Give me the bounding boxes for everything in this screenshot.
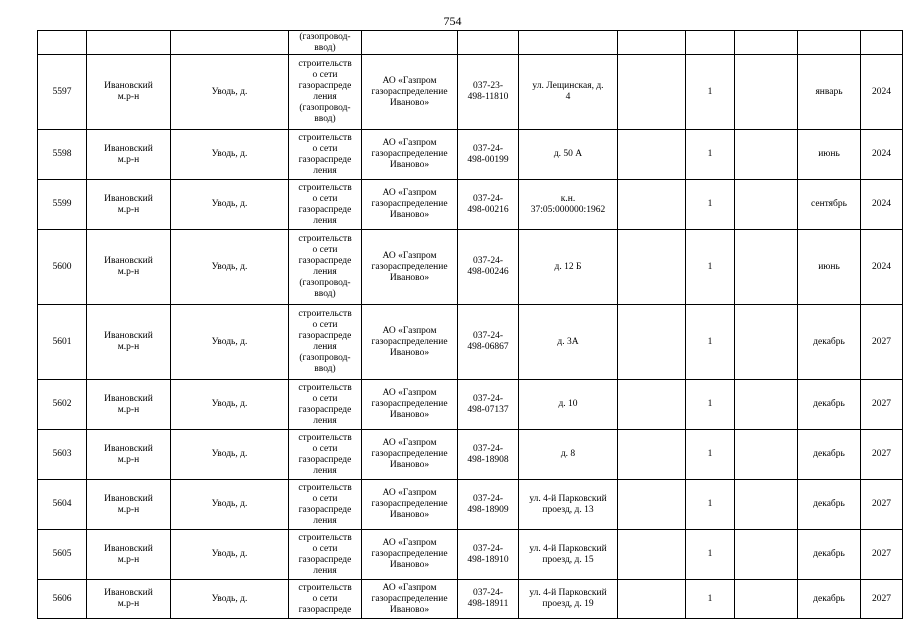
cell-work: строительств о сети газораспреде ления	[289, 380, 362, 430]
cell-settlement: Уводь, д.	[171, 430, 289, 480]
cell-code: 037-24- 498-18908	[458, 430, 519, 480]
cell-district: Ивановский м.р-н	[87, 305, 171, 380]
cell-address	[519, 31, 618, 55]
cell-org: АО «Газпром газораспределение Иваново»	[362, 130, 458, 180]
cell-empty	[618, 55, 686, 130]
table-row	[38, 530, 903, 580]
cell-qty	[686, 31, 735, 55]
table-row	[38, 580, 903, 619]
cell-empty	[735, 31, 798, 55]
cell-settlement: Уводь, д.	[171, 230, 289, 305]
cell-month: декабрь	[798, 380, 861, 430]
cell-num: 5603	[38, 430, 87, 480]
cell-qty: 1	[686, 130, 735, 180]
cell-district: Ивановский м.р-н	[87, 530, 171, 580]
table-row	[38, 55, 903, 130]
cell-district: Ивановский м.р-н	[87, 480, 171, 530]
page-number: 754	[443, 14, 462, 28]
cell-code	[458, 31, 519, 55]
table-row	[38, 430, 903, 480]
cell-work: строительств о сети газораспреде ления	[289, 480, 362, 530]
registry-table	[37, 30, 903, 619]
cell-empty	[735, 180, 798, 230]
cell-empty	[735, 130, 798, 180]
cell-num: 5600	[38, 230, 87, 305]
cell-org: АО «Газпром газораспределение Иваново»	[362, 580, 458, 619]
cell-year: 2024	[861, 230, 903, 305]
cell-district	[87, 31, 171, 55]
cell-empty	[618, 480, 686, 530]
cell-qty: 1	[686, 430, 735, 480]
cell-month: декабрь	[798, 480, 861, 530]
cell-org: АО «Газпром газораспределение Иваново»	[362, 480, 458, 530]
cell-num: 5598	[38, 130, 87, 180]
table-row	[38, 130, 903, 180]
cell-org: АО «Газпром газораспределение Иваново»	[362, 55, 458, 130]
cell-empty	[735, 480, 798, 530]
cell-work: строительств о сети газораспреде	[289, 580, 362, 619]
cell-empty	[618, 180, 686, 230]
cell-org: АО «Газпром газораспределение Иваново»	[362, 180, 458, 230]
cell-district: Ивановский м.р-н	[87, 380, 171, 430]
cell-year: 2024	[861, 55, 903, 130]
cell-empty	[735, 430, 798, 480]
cell-settlement: Уводь, д.	[171, 530, 289, 580]
cell-empty	[618, 380, 686, 430]
cell-code: 037-24- 498-00246	[458, 230, 519, 305]
cell-address: д. 8	[519, 430, 618, 480]
cell-address: ул. 4-й Парковский проезд, д. 15	[519, 530, 618, 580]
cell-qty: 1	[686, 480, 735, 530]
cell-org: АО «Газпром газораспределение Иваново»	[362, 230, 458, 305]
cell-qty: 1	[686, 55, 735, 130]
cell-year: 2024	[861, 180, 903, 230]
table-row	[38, 180, 903, 230]
cell-num: 5601	[38, 305, 87, 380]
cell-year: 2027	[861, 480, 903, 530]
cell-district: Ивановский м.р-н	[87, 55, 171, 130]
cell-work: строительств о сети газораспреде ления (газопровод- ввод)	[289, 305, 362, 380]
cell-settlement: Уводь, д.	[171, 305, 289, 380]
cell-address: ул. 4-й Парковский проезд, д. 19	[519, 580, 618, 619]
cell-num: 5597	[38, 55, 87, 130]
cell-org: АО «Газпром газораспределение Иваново»	[362, 305, 458, 380]
cell-qty: 1	[686, 180, 735, 230]
cell-empty	[618, 130, 686, 180]
cell-address: ул. 4-й Парковский проезд, д. 13	[519, 480, 618, 530]
cell-work: строительств о сети газораспреде ления	[289, 530, 362, 580]
cell-org: АО «Газпром газораспределение Иваново»	[362, 430, 458, 480]
cell-district: Ивановский м.р-н	[87, 430, 171, 480]
cell-org: АО «Газпром газораспределение Иваново»	[362, 380, 458, 430]
cell-empty	[618, 430, 686, 480]
cell-month: июнь	[798, 130, 861, 180]
cell-work: (газопровод- ввод)	[289, 31, 362, 55]
cell-month: декабрь	[798, 530, 861, 580]
cell-month: декабрь	[798, 305, 861, 380]
table-row-continued	[38, 31, 903, 55]
cell-year: 2027	[861, 380, 903, 430]
cell-year: 2027	[861, 530, 903, 580]
cell-month: сентябрь	[798, 180, 861, 230]
cell-month: июнь	[798, 230, 861, 305]
table-row	[38, 480, 903, 530]
cell-code: 037-24- 498-00216	[458, 180, 519, 230]
cell-year: 2027	[861, 580, 903, 619]
cell-month: декабрь	[798, 430, 861, 480]
cell-year	[861, 31, 903, 55]
cell-settlement: Уводь, д.	[171, 180, 289, 230]
cell-org: АО «Газпром газораспределение Иваново»	[362, 530, 458, 580]
cell-code: 037-24- 498-18909	[458, 480, 519, 530]
cell-code: 037-24- 498-18910	[458, 530, 519, 580]
cell-settlement: Уводь, д.	[171, 380, 289, 430]
cell-month: январь	[798, 55, 861, 130]
cell-settlement: Уводь, д.	[171, 580, 289, 619]
cell-empty	[735, 55, 798, 130]
cell-month: декабрь	[798, 580, 861, 619]
cell-org	[362, 31, 458, 55]
cell-num: 5605	[38, 530, 87, 580]
cell-address: к.н. 37:05:000000:1962	[519, 180, 618, 230]
cell-work: строительств о сети газораспреде ления (газопровод- ввод)	[289, 55, 362, 130]
table-row	[38, 305, 903, 380]
cell-code: 037-23- 498-11810	[458, 55, 519, 130]
cell-district: Ивановский м.р-н	[87, 130, 171, 180]
cell-code: 037-24- 498-18911	[458, 580, 519, 619]
cell-qty: 1	[686, 380, 735, 430]
table-row	[38, 380, 903, 430]
cell-empty	[618, 230, 686, 305]
cell-num: 5599	[38, 180, 87, 230]
cell-num: 5602	[38, 380, 87, 430]
cell-work: строительств о сети газораспреде ления	[289, 130, 362, 180]
cell-empty	[618, 530, 686, 580]
cell-work: строительств о сети газораспреде ления (газопровод- ввод)	[289, 230, 362, 305]
cell-work: строительств о сети газораспреде ления	[289, 430, 362, 480]
cell-address: ул. Лещинская, д. 4	[519, 55, 618, 130]
cell-month	[798, 31, 861, 55]
cell-empty	[735, 230, 798, 305]
cell-address: д. 12 Б	[519, 230, 618, 305]
cell-district: Ивановский м.р-н	[87, 230, 171, 305]
cell-code: 037-24- 498-07137	[458, 380, 519, 430]
cell-num: 5606	[38, 580, 87, 619]
cell-settlement: Уводь, д.	[171, 480, 289, 530]
cell-settlement: Уводь, д.	[171, 130, 289, 180]
cell-year: 2027	[861, 430, 903, 480]
cell-empty	[618, 580, 686, 619]
cell-num	[38, 31, 87, 55]
cell-year: 2024	[861, 130, 903, 180]
cell-district: Ивановский м.р-н	[87, 580, 171, 619]
cell-empty	[735, 580, 798, 619]
cell-code: 037-24- 498-00199	[458, 130, 519, 180]
cell-district: Ивановский м.р-н	[87, 180, 171, 230]
cell-address: д. 10	[519, 380, 618, 430]
cell-empty	[618, 31, 686, 55]
cell-code: 037-24- 498-06867	[458, 305, 519, 380]
cell-settlement	[171, 31, 289, 55]
cell-settlement: Уводь, д.	[171, 55, 289, 130]
cell-empty	[735, 530, 798, 580]
cell-address: д. 50 А	[519, 130, 618, 180]
cell-qty: 1	[686, 530, 735, 580]
cell-empty	[618, 305, 686, 380]
cell-address: д. 3А	[519, 305, 618, 380]
cell-qty: 1	[686, 305, 735, 380]
cell-work: строительств о сети газораспреде ления	[289, 180, 362, 230]
cell-empty	[735, 305, 798, 380]
table-row	[38, 230, 903, 305]
cell-num: 5604	[38, 480, 87, 530]
cell-qty: 1	[686, 230, 735, 305]
cell-qty: 1	[686, 580, 735, 619]
cell-year: 2027	[861, 305, 903, 380]
cell-empty	[735, 380, 798, 430]
